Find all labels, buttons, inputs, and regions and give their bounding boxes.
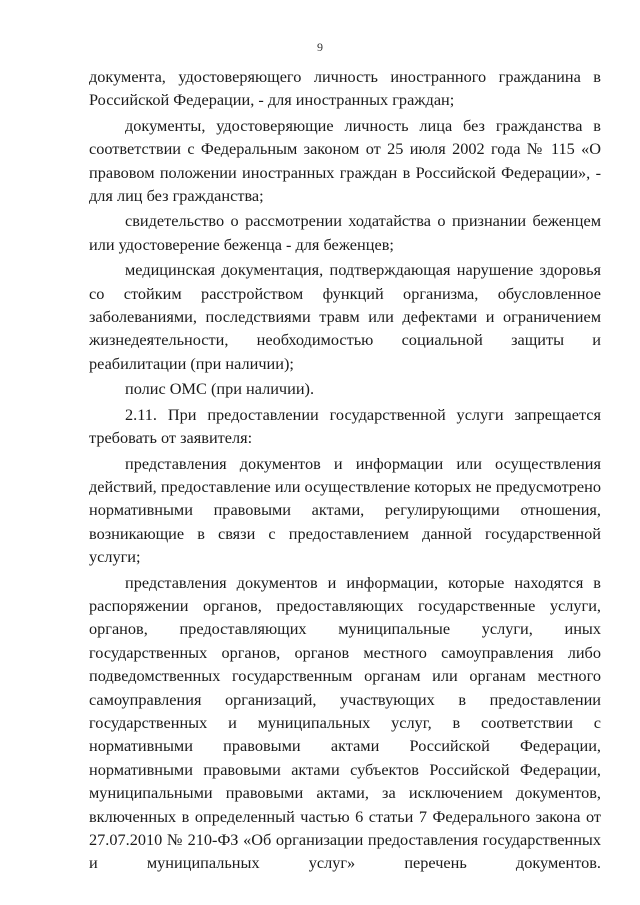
document-body bbox=[89, 65, 601, 877]
paragraph-stateless-person-documents: документы, удостоверяющие личность лица без гражданства в соответствии с Федеральным законом от 25 июля 2002 года № 115 «О правовом положении иностранных граждан в Российской Федерации», - для лиц без гражданства; bbox=[89, 115, 601, 206]
paragraph-foreign-citizen-document: документа, удостоверяющего личность иностранного гражданина в Российской Федерации, - для иностранных граждан; bbox=[89, 67, 601, 110]
paragraph-refugee-certificate: свидетельство о рассмотрении ходатайства о признании беженцем или удостоверение беженца - для беженцев; bbox=[89, 211, 601, 254]
paragraph-prohibited-requirement-2: представления документов и информации, которые находятся в распоряжении органов, предоставляющих государственные услуги, органов, предоставляющих муниципальные услуги, иных государственных органов, органов местного самоуправления либо подведомственных государственным органам или органам местного самоуправления организаций, участвующих в предоставлении государственных и муниципальных услуг, в соответствии с нормативными правовыми актами Российской Федерации, нормативными правовыми актами субъектов Российской Федерации, муниципальными правовыми актами, за исключением документов, включенных в определенный частью 6 статьи 7 Федерального закона от 27.07.2010 № 210-ФЗ «Об организации предоставления государственных и муниципальных услуг» перечень документов. bbox=[89, 572, 601, 873]
paragraph-medical-documentation: медицинская документация, подтверждающая нарушение здоровья со стойким расстройством функций организма, обусловленное заболеваниями, последствиями травм или дефектами и ограничением жизнедеятельности, необходимостью социальной защиты и реабилитации (при наличии); bbox=[89, 260, 601, 373]
page-number: 9 bbox=[317, 40, 323, 54]
paragraph-section-2-11: 2.11. При предоставлении государственной услуги запрещается требовать от заявителя: bbox=[89, 404, 601, 448]
paragraph-oms-policy: полис ОМС (при наличии). bbox=[125, 379, 315, 399]
paragraph-prohibited-requirement-1: представления документов и информации или осуществления действий, предоставление или осуществление которых не предусмотрено нормативными правовыми актами, регулирующими отношения, возникающие в связи с предоставлением данной государственной услуги; bbox=[89, 453, 601, 567]
